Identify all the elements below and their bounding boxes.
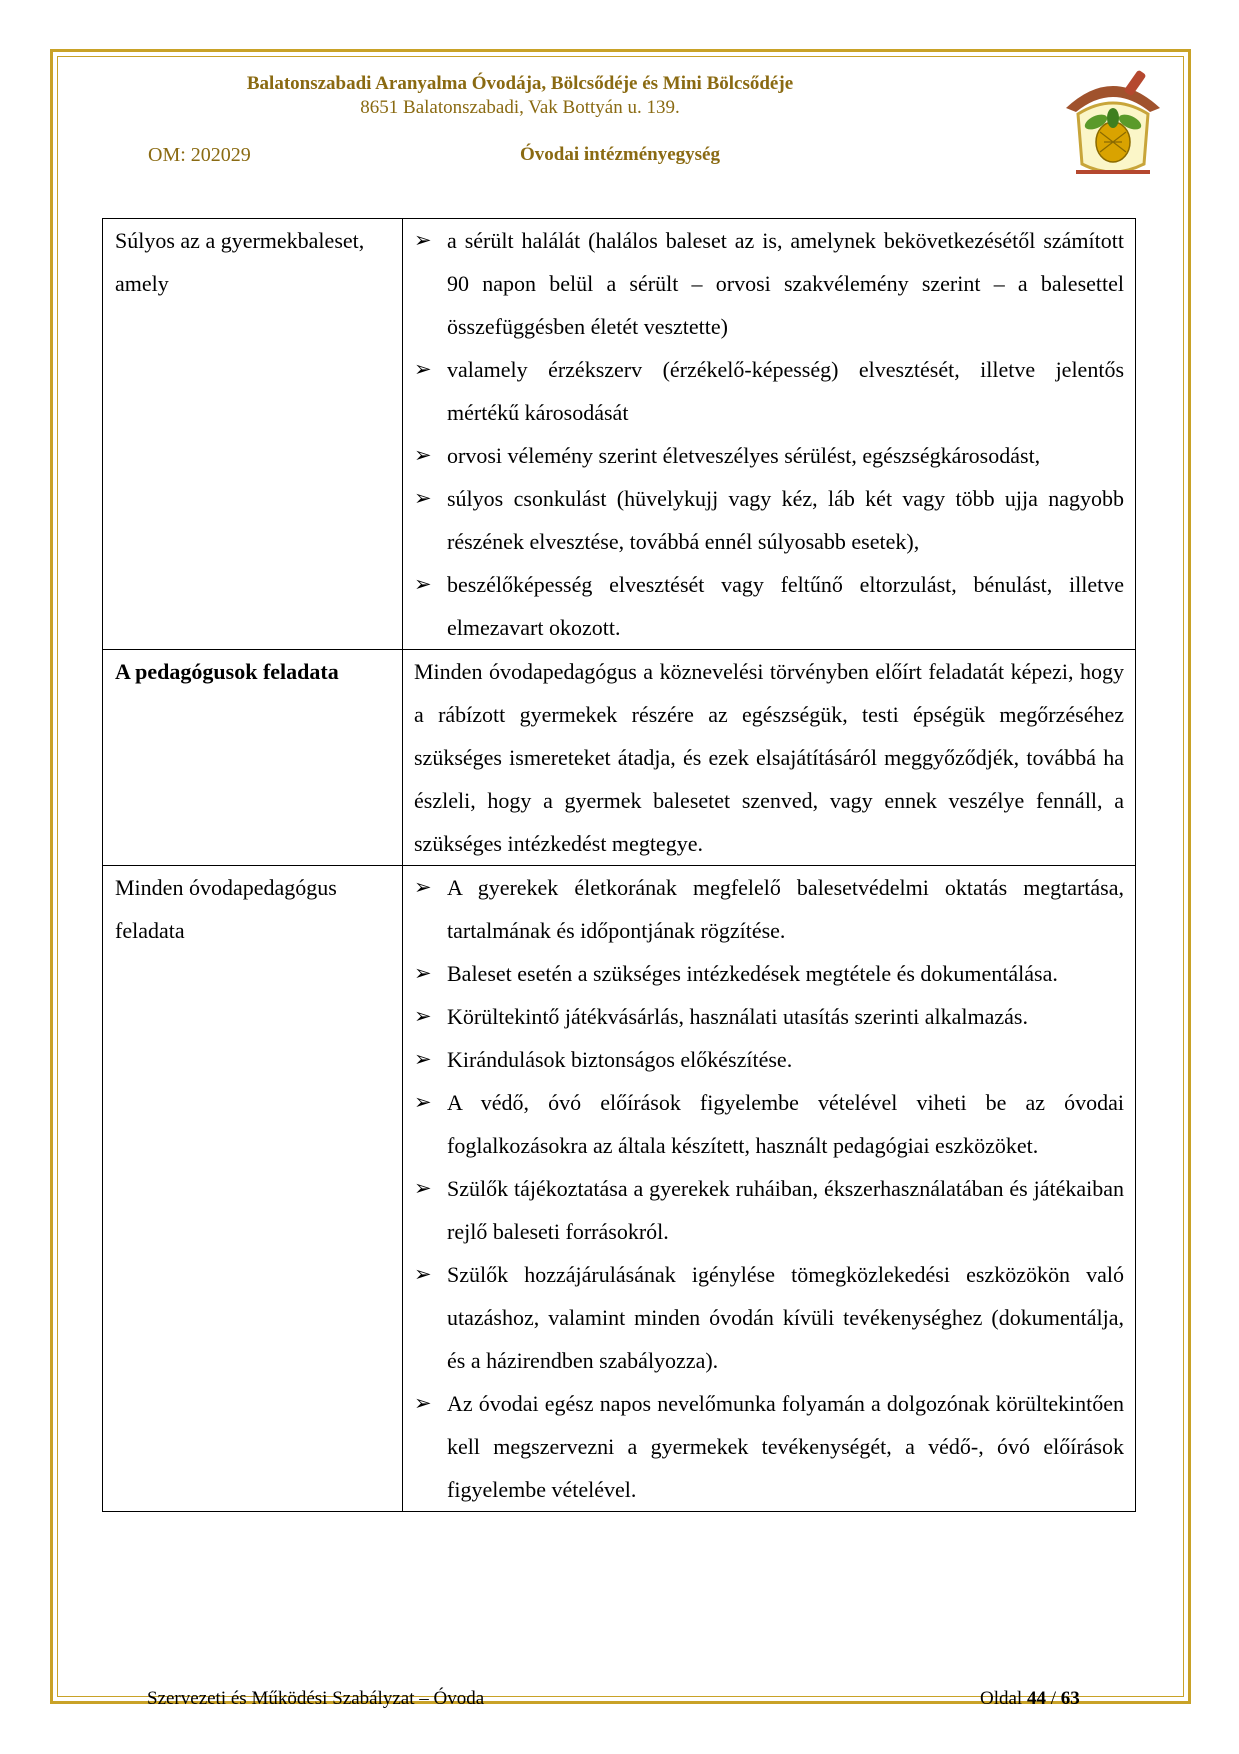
- footer-document-title: Szervezeti és Működési Szabályzat – Óvoda: [147, 1688, 485, 1709]
- arrow-bullet-icon: ➢: [414, 1391, 432, 1415]
- list-item: ➢ valamely érzékszerv (érzékelő-képesség) elvesztését, illetve jelentős mértékű károsodását: [414, 348, 1124, 434]
- list-item: ➢ A védő, óvó előírások figyelembe vételével viheti be az óvodai foglalkozásokra az általa készített, használt pedagógiai eszközöket.: [414, 1081, 1124, 1167]
- list-item: ➢ Szülők hozzájárulásának igénylése tömegközlekedési eszközökön való utazáshoz, valamint minden óvodán kívüli tevékenységhez (dokumentálja, és a házirendben szabályozza).: [414, 1253, 1124, 1382]
- arrow-bullet-icon: ➢: [414, 572, 432, 596]
- list-item: ➢ súlyos csonkulást (hüvelykujj vagy kéz, láb két vagy több ujja nagyobb részének elvesztése, továbbá ennél súlyosabb esetek),: [414, 477, 1124, 563]
- bullet-list: [414, 866, 1124, 1511]
- list-item: ➢ A gyerekek életkorának megfelelő balesetvédelmi oktatás megtartása, tartalmának és időpontjának rögzítése.: [414, 866, 1124, 952]
- row-content: [403, 650, 1136, 866]
- list-item: ➢ orvosi vélemény szerint életveszélyes sérülést, egészségkárosodást,: [414, 434, 1124, 477]
- arrow-bullet-icon: ➢: [414, 875, 432, 899]
- list-item: ➢ Baleset esetén a szükséges intézkedések megtétele és dokumentálása.: [414, 952, 1124, 995]
- institution-name: Balatonszabadi Aranyalma Óvodája, Bölcsődéje és Mini Bölcsődéje: [246, 73, 794, 94]
- arrow-bullet-icon: ➢: [414, 961, 432, 985]
- list-item: ➢ Körültekintő játékvásárlás, használati utasítás szerinti alkalmazás.: [414, 995, 1124, 1038]
- list-item: ➢ a sérült halálát (halálos baleset az is, amelynek bekövetkezésétől számított 90 napon belül a sérült – orvosi szakvélemény szerint – a balesettel összefüggésben életét vesztette): [414, 219, 1124, 348]
- institution-address: 8651 Balatonszabadi, Vak Bottyán u. 139.: [360, 97, 680, 118]
- row-content: [403, 219, 1136, 650]
- table-row: [103, 219, 1136, 650]
- list-item: ➢ Szülők tájékoztatása a gyerekek ruháiban, ékszerhasználatában és játékaiban rejlő baleseti forrásokról.: [414, 1167, 1124, 1253]
- arrow-bullet-icon: ➢: [414, 1176, 432, 1200]
- arrow-bullet-icon: ➢: [414, 357, 432, 381]
- arrow-bullet-icon: ➢: [414, 1004, 432, 1028]
- list-item: ➢ Az óvodai egész napos nevelőmunka folyamán a dolgozónak körültekintően kell megszervezni a gyermekek tevékenységét, a védő-, óvó előírások figyelembe vételével.: [414, 1382, 1124, 1511]
- row-label: Minden óvodapedagógus feladata: [103, 866, 403, 1512]
- row-label: Súlyos az a gyermekbaleset, amely: [103, 219, 403, 650]
- row-label: A pedagógusok feladata: [103, 650, 403, 866]
- bullet-list: [414, 219, 1124, 649]
- list-item: ➢ beszélőképesség elvesztését vagy feltűnő eltorzulást, bénulást, illetve elmezavart okozott.: [414, 563, 1124, 649]
- institution-logo: [1058, 66, 1168, 184]
- regulation-table: [102, 218, 1136, 1512]
- arrow-bullet-icon: ➢: [414, 228, 432, 252]
- arrow-bullet-icon: ➢: [414, 486, 432, 510]
- arrow-bullet-icon: ➢: [414, 1090, 432, 1114]
- arrow-bullet-icon: ➢: [414, 1047, 432, 1071]
- unit-name: Óvodai intézményegység: [519, 144, 720, 165]
- list-item: ➢ Kirándulások biztonságos előkészítése.: [414, 1038, 1124, 1081]
- row-content: [403, 866, 1136, 1512]
- arrow-bullet-icon: ➢: [414, 1262, 432, 1286]
- om-number: OM: 202029: [148, 144, 251, 166]
- arrow-bullet-icon: ➢: [414, 443, 432, 467]
- table-row: [103, 650, 1136, 866]
- table-row: [103, 866, 1136, 1512]
- paragraph: Minden óvodapedagógus a köznevelési törvényben előírt feladatát képezi, hogy a rábízott gyermekek részére az egészségük, testi épségük megőrzéséhez szükséges ismereteket átadja, és ezek elsajátításáról meggyőződjék, továbbá ha észleli, hogy a gyermek balesetet szenved, vagy ennek veszélye fennáll, a szükséges intézkedést megtegye.: [414, 659, 1124, 856]
- footer-page-number: Oldal 44 / 63: [980, 1688, 1080, 1709]
